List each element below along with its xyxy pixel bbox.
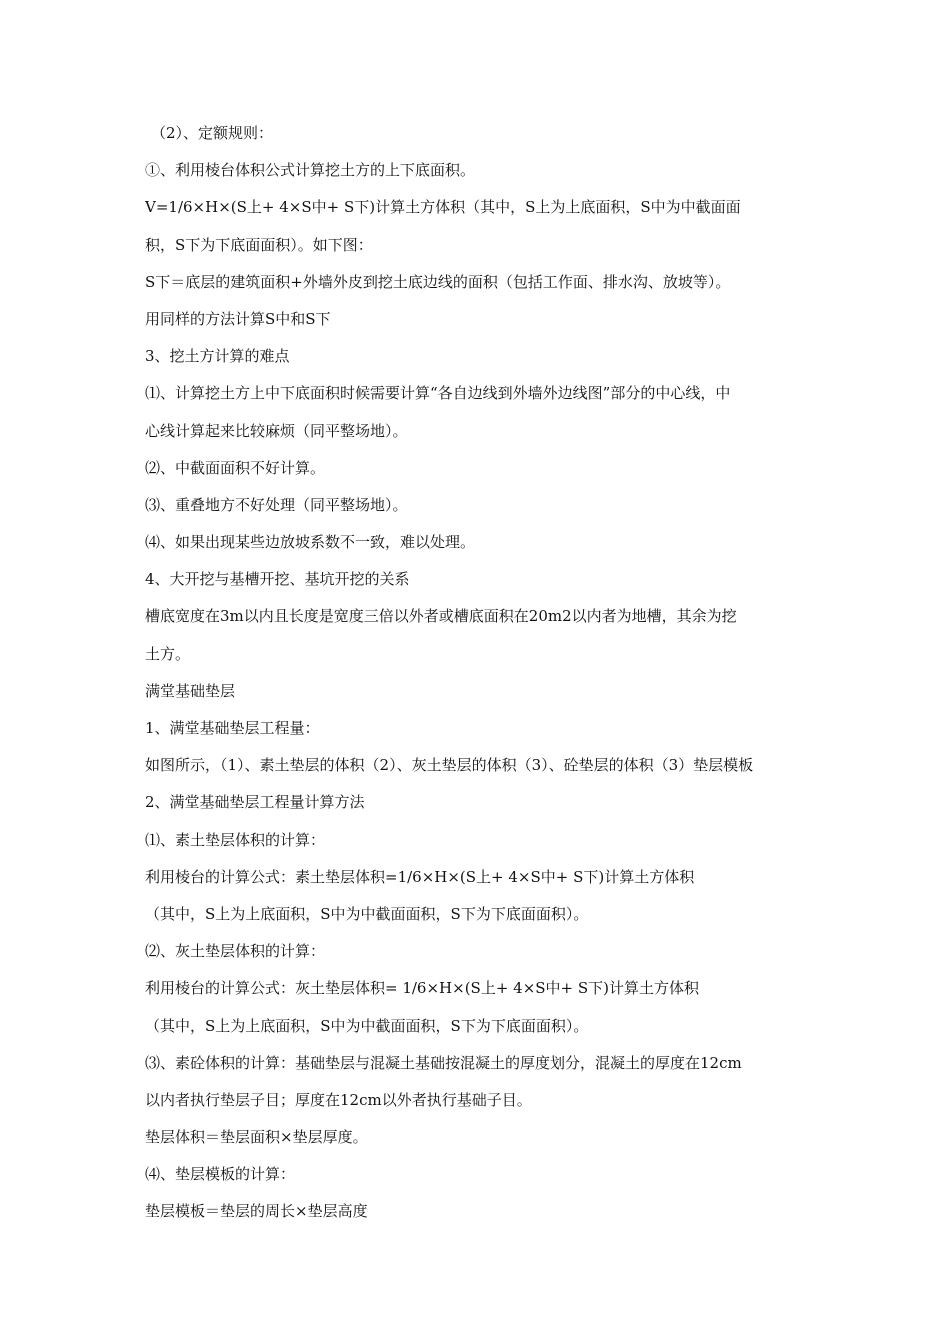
paragraph-line: 用同样的方法计算S中和S下 <box>145 309 331 328</box>
section-heading: （2）、定额规则： <box>151 124 274 142</box>
formula-line: V=1/6×H×(S上+ 4×S中+ S下)计算土方体积（其中，S上为上底面积，S中为中截面面 <box>145 198 741 217</box>
list-item: ⑵、灰土垫层体积的计算： <box>145 942 326 961</box>
section-heading: 1、满堂基础垫层工程量： <box>145 719 320 737</box>
formula-line: 利用棱台的计算公式：灰土垫层体积= 1/6×H×(S上+ 4×S中+ S下)计算土方体积 <box>145 979 700 998</box>
formula-line: 垫层模板＝垫层的周长×垫层高度 <box>145 1202 368 1221</box>
section-heading: 4、大开挖与基槽开挖、基坑开挖的关系 <box>145 570 410 589</box>
list-item: ⑷、如果出现某些边放坡系数不一致，难以处理。 <box>145 533 476 552</box>
section-title: 满堂基础垫层 <box>145 681 236 700</box>
paragraph-line: 心线计算起来比较麻烦（同平整场地）。 <box>145 421 408 440</box>
section-heading: 2、满堂基础垫层工程量计算方法 <box>145 793 365 812</box>
paragraph-line: ①、利用棱台体积公式计算挖土方的上下底面积。 <box>145 161 476 180</box>
paragraph-line: 槽底宽度在3m以内且长度是宽度三倍以外者或槽底面积在20m2以内者为地槽，其余为挖 <box>145 607 737 626</box>
paragraph-line: 土方。 <box>145 644 191 663</box>
paragraph-line: 以内者执行垫层子目；厚度在12cm以外者执行基础子目。 <box>145 1090 532 1109</box>
list-item: ⑵、中截面面积不好计算。 <box>145 458 326 477</box>
list-item: ⑶、素砼体积的计算：基础垫层与混凝土基础按混凝土的厚度划分，混凝土的厚度在12cm <box>145 1053 742 1072</box>
paragraph-line: （其中，S上为上底面积，S中为中截面面积，S下为下底面面积）。 <box>145 1016 589 1035</box>
list-item: ⑴、计算挖土方上中下底面积时候需要计算“各自边线到外墙外边线图”部分的中心线，中 <box>145 384 731 403</box>
paragraph-line: （其中，S上为上底面积，S中为中截面面积，S下为下底面面积）。 <box>145 904 589 923</box>
document-body <box>145 121 810 1237</box>
paragraph-line: 如图所示，（1）、素土垫层的体积（2）、灰土垫层的体积（3）、砼垫层的体积（3）垫层模板 <box>145 756 754 775</box>
section-heading: 3、挖土方计算的难点 <box>145 347 290 366</box>
paragraph-line: S下＝底层的建筑面积+外墙外皮到挖土底边线的面积（包括工作面、排水沟、放坡等）。 <box>145 272 731 291</box>
list-item: ⑶、重叠地方不好处理（同平整场地）。 <box>145 495 408 514</box>
list-item: ⑴、素土垫层体积的计算： <box>145 830 326 849</box>
formula-line: 垫层体积＝垫层面积×垫层厚度。 <box>145 1128 368 1147</box>
formula-line: 利用棱台的计算公式：素土垫层体积=1/6×H×(S上+ 4×S中+ S下)计算土方体积 <box>145 867 695 886</box>
paragraph-line: 积，S下为下底面面积）。如下图： <box>145 235 373 254</box>
list-item: ⑷、垫层模板的计算： <box>145 1165 296 1184</box>
